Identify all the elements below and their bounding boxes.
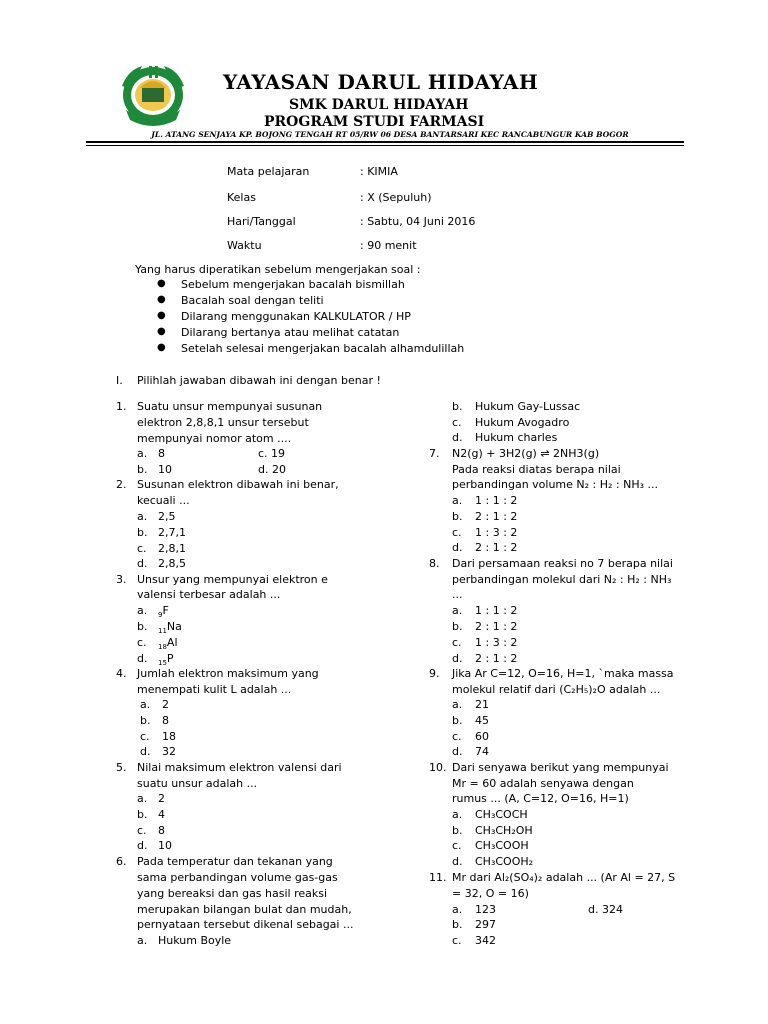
question-text: ... — [452, 588, 463, 601]
question-number: 1. — [116, 400, 127, 413]
header-divider-thin — [86, 145, 684, 146]
option-letter: c. — [452, 636, 462, 649]
option-c: 2,8,1 — [158, 542, 186, 555]
bullet-icon: ● — [157, 294, 166, 305]
option-c: CH₃COOH — [475, 839, 529, 852]
option-d: 2 : 1 : 2 — [475, 541, 518, 554]
question-number: 7. — [429, 447, 440, 460]
option-d: 10 — [158, 839, 172, 852]
option-letter: d. — [452, 652, 463, 665]
rule-item: Setelah selesai mengerjakan bacalah alhamdulillah — [181, 342, 465, 355]
question-number: 6. — [116, 855, 127, 868]
atomic-number: 9 — [158, 611, 163, 620]
question-text: Jika Ar C=12, O=16, H=1, `maka massa — [452, 667, 674, 680]
question-text: menempati kulit L adalah ... — [137, 683, 292, 696]
option-b: 8 — [162, 714, 169, 727]
question-text: perbandingan molekul dari N₂ : H₂ : NH₃ — [452, 573, 672, 586]
option-a: 1 : 1 : 2 — [475, 494, 518, 507]
question-text: Dari senyawa berikut yang mempunyai — [452, 761, 669, 774]
atomic-number: 15 — [158, 659, 167, 668]
program-name: PROGRAM STUDI FARMASI — [264, 114, 485, 130]
rule-item: Sebelum mengerjakan bacalah bismillah — [181, 278, 405, 291]
element-symbol: Na — [166, 620, 182, 633]
info-value-date: : Sabtu, 04 Juni 2016 — [360, 215, 476, 228]
question-text: Jumlah elektron maksimum yang — [137, 667, 319, 680]
question-text: mempunyai nomor atom .... — [137, 432, 292, 445]
question-text: molekul relatif dari (C₂H₅)₂O adalah ... — [452, 683, 661, 696]
question-text: valensi terbesar adalah ... — [137, 588, 281, 601]
option-letter: b. — [452, 400, 463, 413]
option-letter: c. — [452, 416, 462, 429]
rule-item: Bacalah soal dengan teliti — [181, 294, 324, 307]
option-letter: b. — [140, 714, 151, 727]
rule-item: Dilarang menggunakan KALKULATOR / HP — [181, 310, 411, 323]
info-label-time: Waktu — [227, 239, 262, 252]
question-number: 10. — [429, 761, 447, 774]
option-letter: d. — [137, 557, 148, 570]
question-text: Susunan elektron dibawah ini benar, — [137, 478, 339, 491]
option-letter: b. — [452, 824, 463, 837]
section-number: I. — [116, 374, 123, 387]
option-d: 2 : 1 : 2 — [475, 652, 518, 665]
info-label-subject: Mata pelajaran — [227, 165, 310, 178]
option-b: CH₃CH₂OH — [475, 824, 533, 837]
rule-item: Dilarang bertanya atau melihat catatan — [181, 326, 400, 339]
element-symbol: Al — [166, 636, 178, 649]
question-number: 11. — [429, 871, 447, 884]
question-text: kecuali ... — [137, 494, 190, 507]
question-text: rumus ... (A, C=12, O=16, H=1) — [452, 792, 629, 805]
option-letter: a. — [452, 494, 463, 507]
option-a: 2 — [162, 698, 169, 711]
option-a: 8 — [158, 447, 165, 460]
bullet-icon: ● — [157, 326, 166, 337]
info-value-subject: : KIMIA — [360, 165, 398, 178]
option-letter: b. — [137, 526, 148, 539]
reaction-equation: N2(g) + 3H2(g) ⇌ 2NH3(g) — [452, 447, 600, 460]
atomic-number: 18 — [158, 643, 167, 652]
option-letter: a. — [137, 510, 148, 523]
option-a: Hukum Boyle — [158, 934, 232, 947]
section-title: Pilihlah jawaban dibawah ini dengan benar ! — [137, 374, 381, 387]
option-letter: b. — [137, 808, 148, 821]
option-a: 2,5 — [158, 510, 176, 523]
question-text: Unsur yang mempunyai elektron e — [137, 573, 328, 586]
foundation-title: YAYASAN DARUL HIDAYAH — [223, 70, 539, 94]
option-letter: c. — [452, 730, 462, 743]
question-text: Pada reaksi diatas berapa nilai — [452, 463, 621, 476]
atomic-number: 11 — [158, 627, 167, 636]
option-a: 21 — [475, 698, 489, 711]
option-letter: b. — [452, 714, 463, 727]
bullet-icon: ● — [157, 310, 166, 321]
option-d: 2,8,5 — [158, 557, 186, 570]
option-letter: d. — [452, 431, 463, 444]
option-a: CH₃COCH — [475, 808, 528, 821]
bullet-icon: ● — [157, 342, 166, 353]
option-c: 342 — [475, 934, 496, 947]
question-number: 5. — [116, 761, 127, 774]
question-text: merupakan bilangan bulat dan mudah, — [137, 903, 352, 916]
question-text: = 32, O = 16) — [452, 887, 529, 900]
option-d: Hukum charles — [475, 431, 558, 444]
option-d: 74 — [475, 745, 489, 758]
option-letter: c. — [137, 542, 147, 555]
option-letter: d. — [140, 745, 151, 758]
option-letter: b. — [137, 463, 148, 476]
option-c: Hukum Avogadro — [475, 416, 570, 429]
option-b: Hukum Gay-Lussac — [475, 400, 581, 413]
question-number: 3. — [116, 573, 127, 586]
option-d: d. 324 — [588, 903, 623, 916]
question-text: Mr dari Al₂(SO₄)₂ adalah ... (Ar Al = 27, S — [452, 871, 676, 884]
option-letter: c. — [137, 824, 147, 837]
option-letter: c. — [452, 934, 462, 947]
option-c: 1 : 3 : 2 — [475, 636, 518, 649]
question-text: Nilai maksimum elektron valensi dari — [137, 761, 342, 774]
option-b: 297 — [475, 918, 496, 931]
option-b: 2 : 1 : 2 — [475, 620, 518, 633]
option-b: 4 — [158, 808, 165, 821]
option-d: CH₃COOH₂ — [475, 855, 534, 868]
option-letter: c. — [452, 526, 462, 539]
info-label-class: Kelas — [227, 191, 256, 204]
school-logo — [118, 58, 188, 130]
option-b: 2 : 1 : 2 — [475, 510, 518, 523]
option-c: c. 19 — [258, 447, 286, 460]
option-letter: c. — [452, 839, 462, 852]
header-divider — [86, 141, 684, 143]
question-text: elektron 2,8,8,1 unsur tersebut — [137, 416, 309, 429]
option-a: 1 : 1 : 2 — [475, 604, 518, 617]
option-a: 123 — [475, 903, 496, 916]
option-letter: d. — [452, 745, 463, 758]
element-symbol: F — [162, 604, 169, 617]
question-text: pernyataan tersebut dikenal sebagai ... — [137, 918, 354, 931]
option-c: 60 — [475, 730, 489, 743]
option-c: 1 : 3 : 2 — [475, 526, 518, 539]
question-number: 4. — [116, 667, 127, 680]
question-text: Pada temperatur dan tekanan yang — [137, 855, 333, 868]
option-letter: a. — [137, 604, 148, 617]
option-letter: b. — [137, 620, 148, 633]
info-value-class: : X (Sepuluh) — [360, 191, 432, 204]
option-letter: b. — [452, 620, 463, 633]
option-letter: a. — [140, 698, 151, 711]
option-c: 18 — [162, 730, 176, 743]
question-text: Mr = 60 adalah senyawa dengan — [452, 777, 634, 790]
question-text: Dari persamaan reaksi no 7 berapa nilai — [452, 557, 673, 570]
option-letter: a. — [137, 792, 148, 805]
school-name: SMK DARUL HIDAYAH — [289, 97, 469, 113]
option-letter: d. — [137, 652, 148, 665]
rules-intro: Yang harus diperatikan sebelum mengerjakan soal : — [135, 263, 421, 276]
option-letter: c. — [140, 730, 150, 743]
question-text: sama perbandingan volume gas-gas — [137, 871, 338, 884]
question-number: 2. — [116, 478, 127, 491]
option-b: 45 — [475, 714, 489, 727]
school-address: JL. ATANG SENJAYA KP. BOJONG TENGAH RT 05/RW 06 DESA BANTARSARI KEC RANCABUNGUR KAB BOGOR — [151, 130, 629, 139]
question-text: Suatu unsur mempunyai susunan — [137, 400, 323, 413]
option-letter: a. — [452, 903, 463, 916]
option-letter: a. — [137, 447, 148, 460]
option-letter: a. — [452, 808, 463, 821]
bullet-icon: ● — [157, 278, 166, 289]
option-letter: a. — [452, 698, 463, 711]
option-d: d. 20 — [258, 463, 286, 476]
option-c: 8 — [158, 824, 165, 837]
option-b: 10 — [158, 463, 172, 476]
option-a: 2 — [158, 792, 165, 805]
option-letter: d. — [452, 855, 463, 868]
question-text: yang bereaksi dan gas hasil reaksi — [137, 887, 328, 900]
question-text: suatu unsur adalah ... — [137, 777, 258, 790]
option-d: 32 — [162, 745, 176, 758]
option-letter: b. — [452, 918, 463, 931]
question-text: perbandingan volume N₂ : H₂ : NH₃ ... — [452, 478, 659, 491]
info-value-time: : 90 menit — [360, 239, 417, 252]
option-letter: a. — [452, 604, 463, 617]
option-b: 2,7,1 — [158, 526, 186, 539]
option-letter: b. — [452, 510, 463, 523]
question-number: 9. — [429, 667, 440, 680]
option-letter: d. — [452, 541, 463, 554]
option-letter: c. — [137, 636, 147, 649]
question-number: 8. — [429, 557, 440, 570]
info-label-date: Hari/Tanggal — [227, 215, 296, 228]
option-letter: d. — [137, 839, 148, 852]
element-symbol: P — [166, 652, 174, 665]
option-letter: a. — [137, 934, 148, 947]
